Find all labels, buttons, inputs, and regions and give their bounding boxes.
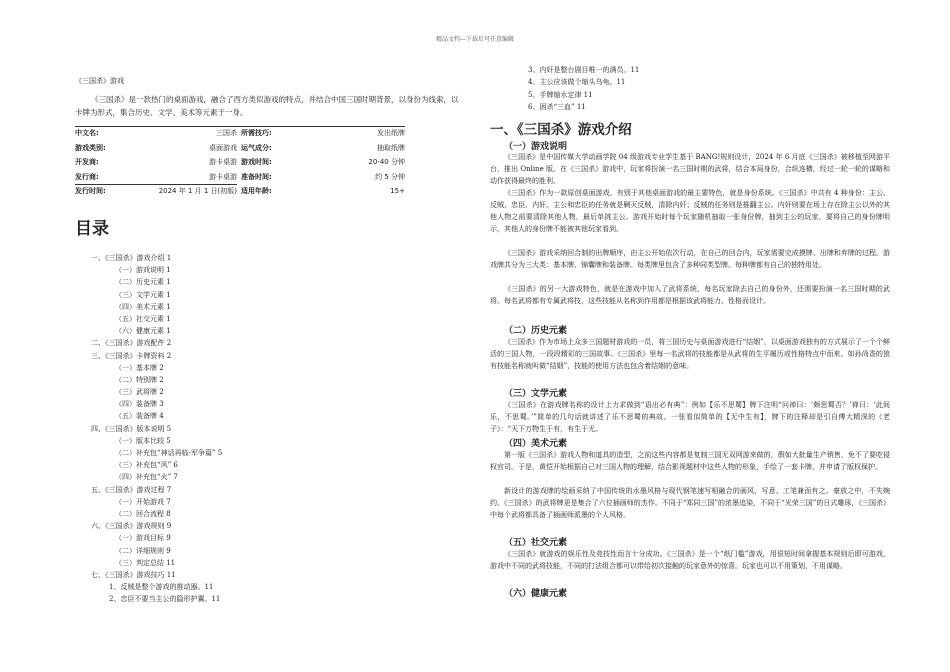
info-key: 准备时间:	[241, 172, 272, 181]
toc-entry[interactable]: （二）特别牌 2	[115, 375, 164, 384]
toc-entry[interactable]: 3、内奸是整台剧目唯一的满员。11	[528, 66, 640, 74]
toc-entry[interactable]: （一）游戏目标 9	[115, 534, 171, 543]
toc-entry[interactable]: 四、《三国杀》版本说明 5	[91, 424, 172, 433]
info-table	[75, 126, 405, 199]
toc-entry[interactable]: 五、《三国杀》游戏过程 7	[91, 485, 172, 494]
toc-entry[interactable]: （四）美术元素 1	[115, 302, 171, 311]
toc-entry[interactable]: （五）社交元素 1	[115, 314, 171, 323]
toc-entry[interactable]: （三）判定总结 11	[115, 558, 176, 567]
info-key: 游戏时间:	[241, 158, 272, 167]
toc-entry[interactable]: 二、《三国杀》游戏配件 2	[91, 339, 172, 348]
info-key: 游戏类别:	[75, 143, 106, 152]
table-row	[75, 126, 405, 141]
toc-entry[interactable]: 2、忠臣不要当主公的隐形护翼。11	[109, 595, 221, 604]
toc-continued	[528, 64, 639, 114]
info-key: 所需技巧:	[241, 129, 272, 138]
table-rule	[75, 184, 237, 185]
info-key: 发行时间:	[75, 187, 106, 196]
info-value: 发出纸牌	[377, 129, 405, 138]
subsection-heading: （二）历史元素	[504, 326, 568, 336]
paragraph: 《三国杀》是中国传媒大学动画学院 04 级游戏专业学生基于 BANG!规则设计，2024 年 6 月底《三国杀》被移植至网游平台，推出 Online 版。在《三国杀》游戏中，玩家将扮演一名三国时期的武将，结合本局身份，合纵连横，经过一轮一轮的谋略和动作获得最终的胜利。	[490, 153, 890, 185]
toc-entry[interactable]: （二）回合流程 8	[115, 509, 171, 518]
info-value: 约 5 分钟	[375, 172, 405, 181]
subsection-heading: （三）文学元素	[504, 389, 568, 399]
subsection-heading: （四）美术元素	[504, 439, 568, 449]
info-value: 20-40 分钟	[368, 158, 405, 167]
subsection-heading: （五）社交元素	[504, 538, 568, 548]
info-key: 中文名:	[75, 129, 99, 138]
toc-entry[interactable]: （五）装备牌 4	[115, 412, 164, 421]
table-row	[75, 141, 405, 156]
toc-entry[interactable]: （二）历史元素 1	[115, 278, 171, 287]
table-of-contents	[91, 252, 222, 605]
info-key: 运气成分:	[241, 143, 272, 152]
info-value: 游卡桌游	[209, 158, 237, 167]
info-key: 发行商:	[75, 172, 99, 181]
info-key: 开发商:	[75, 158, 99, 167]
toc-entry[interactable]: （一）版本比较 5	[115, 436, 171, 445]
toc-entry[interactable]: （二）补充包“神话再临-军争篇” 5	[115, 449, 223, 457]
intro-paragraph: 《三国杀》是一款热门的桌面游戏，融合了西方类似游戏的特点，并结合中国三国时期背景，以身份为线索，以卡牌为形式，集合历史、文学、美术等元素于一身。	[75, 95, 459, 117]
table-row	[75, 184, 405, 199]
paragraph: 新设计的游戏牌的绘画采纳了中国传统的水墨风格与现代钢笔速写相融合的画风，写意、工笔兼而有之。豪放之中，不失婉约。《三国杀》的武将牌更是集合了六位插画师的杰作。不同于“郑同三国”的浓墨追染，不同于“光荣三国”的日式雕琢，《三国杀》中每个武将都具备了插画师派墨的个人风格。	[490, 487, 890, 519]
toc-entry[interactable]: （三）文学元素 1	[115, 290, 171, 299]
section-heading: 一、《三国杀》游戏介绍	[490, 122, 632, 138]
toc-entry[interactable]: 三、《三国杀》卡牌资料 2	[91, 351, 172, 360]
toc-entry[interactable]: （二）详细规则 9	[115, 546, 171, 555]
toc-entry[interactable]: （四）补充包“火” 7	[115, 473, 178, 482]
toc-entry[interactable]: 6、困杀“三血” 11	[528, 103, 586, 112]
toc-entry[interactable]: 七、《三国杀》游戏技巧 11	[91, 570, 176, 579]
page-header: 精品文档---下载后可任意编辑	[435, 36, 515, 43]
paragraph: 第一版《三国杀》游戏人物和道具的造型，之前这些内容都是复制三国无双网游来做的，假如大批量生产销售，免不了要吃侵权官司。于是，黄恺开始根据自己对三国人物的理解，结合影视题材中这些人物的形象，手绘了一套卡牌，并申请了版权保护。	[490, 451, 890, 471]
info-value: 2024 年 1 月 1 日(初版)	[158, 187, 237, 196]
info-value: 15+	[390, 187, 405, 196]
toc-entry[interactable]: 一、《三国杀》游戏介绍 1	[91, 254, 172, 262]
toc-entry[interactable]: 5、手牌缩水定律 11	[528, 90, 593, 99]
paragraph: 《三国杀》的另一大游戏特色，就是在游戏中加入了武将系统，每名玩家除去自己的身份外，还需要扮演一名三国时期的武将。每名武将都有专属武将技，这些技能从名称到作用都是根据该武将能力、性格而设计。	[490, 285, 890, 305]
toc-entry[interactable]: （四）装备牌 3	[115, 400, 164, 409]
toc-title: 目录	[75, 219, 109, 239]
info-key: 适用年龄:	[241, 187, 272, 196]
toc-entry[interactable]: 1、反贼是整个游戏的推动器。11	[109, 583, 214, 592]
info-value: 游卡桌游	[209, 172, 237, 181]
toc-entry[interactable]: （一）开始游戏 7	[115, 497, 171, 506]
toc-entry[interactable]: （六）健康元素 1	[115, 327, 171, 336]
doc-title: 《三国杀》游戏	[75, 77, 124, 85]
toc-entry[interactable]: 4、主公应该做个缩头乌龟。11	[528, 78, 626, 87]
toc-entry[interactable]: 六、《三国杀》游戏规则 9	[91, 522, 172, 531]
paragraph: 《三国杀》游戏采纳回合制的出牌顺序，由主公开始依次行动，在自己的回合内，玩家需要完成摸牌、出牌和弃牌的过程。游戏牌共分为三大类：基本牌、锦囊牌和装备牌。每类牌里包含了多种同类型牌。每种牌都有自己的独特用处。	[490, 249, 890, 269]
info-value: 三国杀	[216, 129, 237, 138]
info-value: 抽取纸牌	[377, 143, 405, 152]
toc-entry[interactable]: （三）武将牌 2	[115, 388, 164, 397]
paragraph: 《三国杀》作为市场上众多三国题材游戏的一员，将三国历史与桌面游戏进行“结姻”，以桌面游戏独有的方式展示了一个个鲜活的三国人物，一段段精彩的三国故事。《三国杀》里每一名武将的技能都是从武将的生平履历或性格特点中而来。如孙尚香的狼有技能名称就叫做“结姻”，技能的使用方法也包含着结姻的意味。	[490, 338, 890, 370]
subsection-heading: （六）健康元素	[504, 589, 568, 599]
toc-entry[interactable]: （三）补充包“风” 6	[115, 461, 178, 470]
subsection-heading: （一）游戏说明	[504, 142, 568, 152]
table-rule	[75, 126, 405, 127]
toc-entry[interactable]: （一）游戏说明 1	[115, 266, 171, 275]
table-row	[75, 170, 405, 185]
paragraph: 《三国杀》作为一款原创桌面游戏，有别于其他桌面游戏的最主要特色，就是身份系统。《三国杀》中共有 4 种身份：主公、反贼、忠臣、内奸。主公和忠臣的任务就是剿灭反贼，清除内奸；反贼的任务则是推翻主公。内奸则要在场上存在除主公以外的其他人物之前要清除其他人物，最后单挑主公。游戏开始时每个玩家随机抽取一张身份牌，抽到主公的玩家，要将自己的身份牌明示，其他人的身份牌不能被其他玩家看到。	[490, 189, 890, 233]
info-value: 桌面游戏	[209, 143, 237, 152]
toc-entry[interactable]: （一）基本牌 2	[115, 363, 164, 372]
paragraph: 《三国杀》就游戏的娱乐性及竞技性而言十分成功。《三国杀》是一个“纸门槛”游戏，用很短时间拿握基本规则后即可游戏，游戏中不同的武将技能，不同的打法组合都可以带给初次接触的玩家意外的惊喜。玩家也可以不用策划，不用谋略。	[490, 550, 890, 570]
paragraph: 《三国杀》在游戏牌名称的设计上力求做到“语出必有典”：例如【乐不思蜀】牌下注明“问禅曰：‘颇思蜀否？’禅曰：‘此间乐，不思蜀。’”简单的几句话就讲述了乐不思蜀的典故。一张看似简单的【无中生有】，牌下的注释却是引自傅大精深的《老子》：“天下万物生于有，有生于无。	[490, 401, 890, 433]
table-row	[75, 155, 405, 170]
